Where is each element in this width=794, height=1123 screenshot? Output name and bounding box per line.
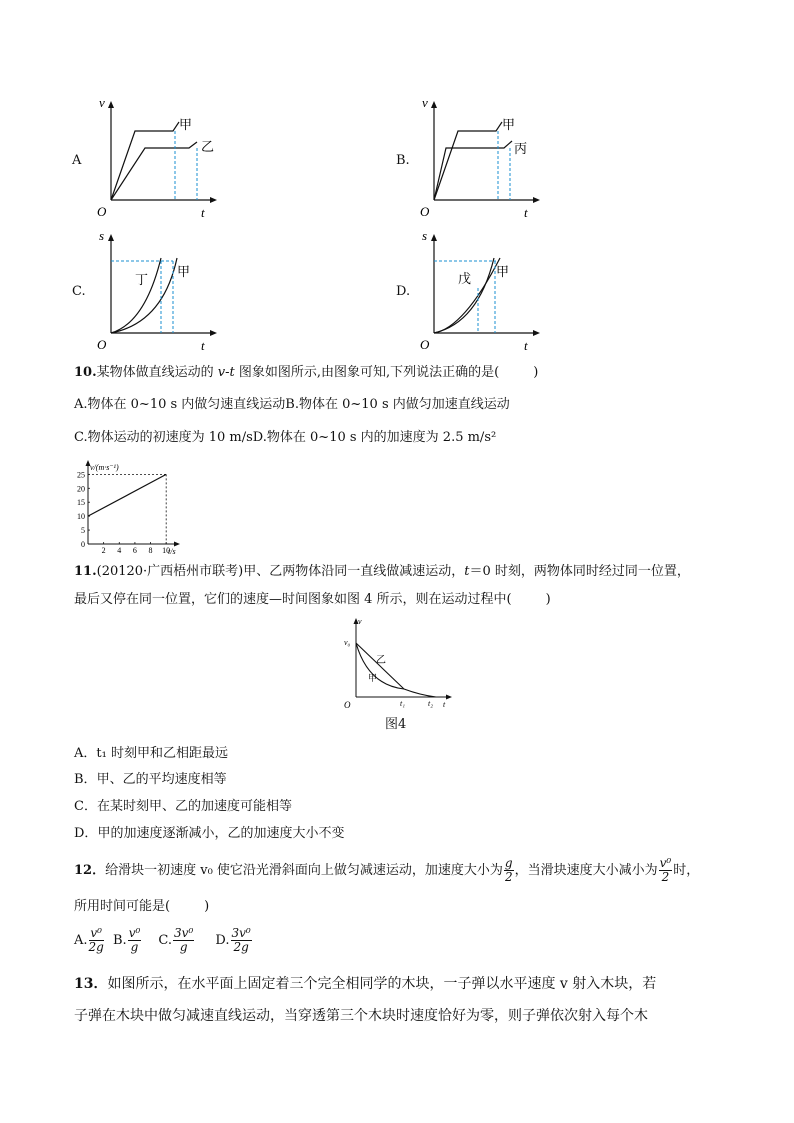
- y-tick-label: 10: [77, 512, 85, 522]
- t1-label: t₁: [400, 699, 406, 708]
- q10-options-ab: A.物体在 0~10 s 内做匀速直线运动B.物体在 0~10 s 内做匀加速直线运动: [74, 397, 510, 412]
- line-label-wu: 戊: [458, 271, 472, 286]
- q11-stem-line2: 最后又停在同一位置，它们的速度—时间图象如图 4 所示，则在运动过程中( ): [74, 592, 551, 607]
- q12-option-d: D. $\frac{\text{3v⁰}}{2g}$: [215, 926, 251, 954]
- line-label-bing: 丙: [514, 141, 528, 156]
- curve-jia: [356, 643, 436, 697]
- axis-t-label: t: [524, 205, 528, 220]
- axis-s-label: s: [422, 228, 428, 243]
- line-label-jia: 甲: [177, 264, 191, 279]
- line-label-ding: 丁: [135, 272, 149, 287]
- series-line-v: [88, 474, 166, 516]
- q13-line1: 13．如图所示，在水平面上固定着三个完全相同学的木块，一子弹以水平速度 v 射入木块，若: [74, 976, 657, 992]
- q11-option-b: B．甲、乙的平均速度相等: [74, 772, 227, 787]
- graph-b: [418, 95, 548, 220]
- fraction-g-over-2: $\frac{g}{2}$: [504, 856, 513, 884]
- axis-v-label: v: [358, 617, 362, 626]
- q12-option-c: C. $\frac{\text{3v⁰}}{g}$: [158, 926, 194, 954]
- x-tick-label: 8: [148, 546, 153, 555]
- y-tick-label: 15: [77, 498, 85, 508]
- x-tick-label: 4: [117, 546, 122, 555]
- option-d-label: D.: [396, 284, 411, 299]
- x-tick-label: 2: [101, 546, 106, 555]
- q12-options: [74, 926, 253, 956]
- x-tick-label: 6: [132, 546, 137, 555]
- q10-options-cd: C.物体运动的初速度为 10 m/sD.物体在 0~10 s 内的加速度为 2.5 m/s²: [74, 430, 497, 445]
- option-b-label: B.: [396, 153, 410, 168]
- line-label-yi: 乙: [376, 655, 386, 666]
- question-number: 12．: [74, 863, 106, 878]
- axis-v-label: v: [99, 95, 105, 110]
- q13-line2: 子弹在木块中做匀减速直线运动，当穿透第三个木块时速度恰好为零，则子弹依次射入每个木: [74, 1008, 648, 1024]
- axis-t-label: t: [443, 700, 446, 709]
- x-axis-label: t/s: [168, 547, 176, 556]
- y-tick-label: 0: [81, 540, 85, 549]
- origin-label: O: [420, 204, 430, 219]
- origin-label: O: [97, 337, 107, 352]
- t2-label: t₂: [428, 699, 434, 708]
- q11-option-d: D．甲的加速度逐渐减小，乙的加速度大小不变: [74, 826, 345, 841]
- x-tick-label: 10: [162, 546, 171, 555]
- graph-a: [95, 95, 225, 220]
- figure-caption: 图4: [385, 717, 407, 732]
- question-number: 11.: [74, 564, 97, 579]
- axis-t-label: t: [524, 338, 528, 353]
- q10-stem: 10.某物体做直线运动的 v-t 图象如图所示,由图象可知,下列说法正确的是( ): [74, 365, 539, 380]
- option-c-label: C.: [72, 284, 86, 299]
- q10-vt-chart: [62, 458, 187, 556]
- axis-v-label: v: [422, 95, 428, 110]
- origin-label: O: [344, 700, 351, 710]
- axis-s-label: s: [99, 228, 105, 243]
- line-label-jia: 甲: [368, 673, 378, 683]
- q12-stem-line1: 12．给滑块一初速度 v₀ 使它沿光滑斜面向上做匀减速运动，加速度大小为 $\frac{g}{2}$ ，当滑块速度大小减小为 $\frac{\text{v⁰}}{2}$ 时，: [74, 856, 700, 884]
- v0-label: v₀: [344, 638, 351, 647]
- y-tick-label: 20: [77, 484, 85, 494]
- option-a-label: A: [72, 153, 82, 168]
- line-label-yi: 乙: [201, 139, 215, 154]
- q11-option-c: C．在某时刻甲、乙的加速度可能相等: [74, 799, 292, 814]
- q11-option-a: A．t₁ 时刻甲和乙相距最远: [74, 746, 228, 761]
- line-yi: [356, 643, 404, 689]
- graph-c: [95, 228, 225, 353]
- line-label-jia: 甲: [496, 264, 510, 279]
- graph-d: [418, 228, 548, 353]
- question-number: 10.: [74, 365, 97, 380]
- y-axis-label: v/(m·s⁻¹): [90, 463, 119, 472]
- q12-option-b: B. $\frac{\text{v⁰}}{g}$: [113, 926, 141, 954]
- y-tick-label: 25: [77, 470, 85, 480]
- axis-t-label: t: [201, 338, 205, 353]
- origin-label: O: [420, 337, 430, 352]
- q12-stem-line2: 所用时间可能是( ): [74, 899, 210, 914]
- line-label-jia: 甲: [502, 117, 516, 132]
- fraction-v0-over-2: $\frac{\text{v⁰}}{2}$: [659, 856, 672, 884]
- line-label-jia: 甲: [179, 117, 193, 132]
- origin-label: O: [97, 204, 107, 219]
- q12-option-a: A. $\frac{\text{v⁰}}{2g}$: [74, 926, 104, 954]
- q11-vt-figure: [340, 615, 460, 710]
- q11-stem-line1: 11.(20120·广西梧州市联考)甲、乙两物体沿同一直线做减速运动，t＝0 时刻，两物体同时经过同一位置，: [74, 564, 690, 579]
- y-tick-label: 5: [81, 526, 85, 536]
- axis-t-label: t: [201, 205, 205, 220]
- question-number: 13．: [74, 976, 108, 992]
